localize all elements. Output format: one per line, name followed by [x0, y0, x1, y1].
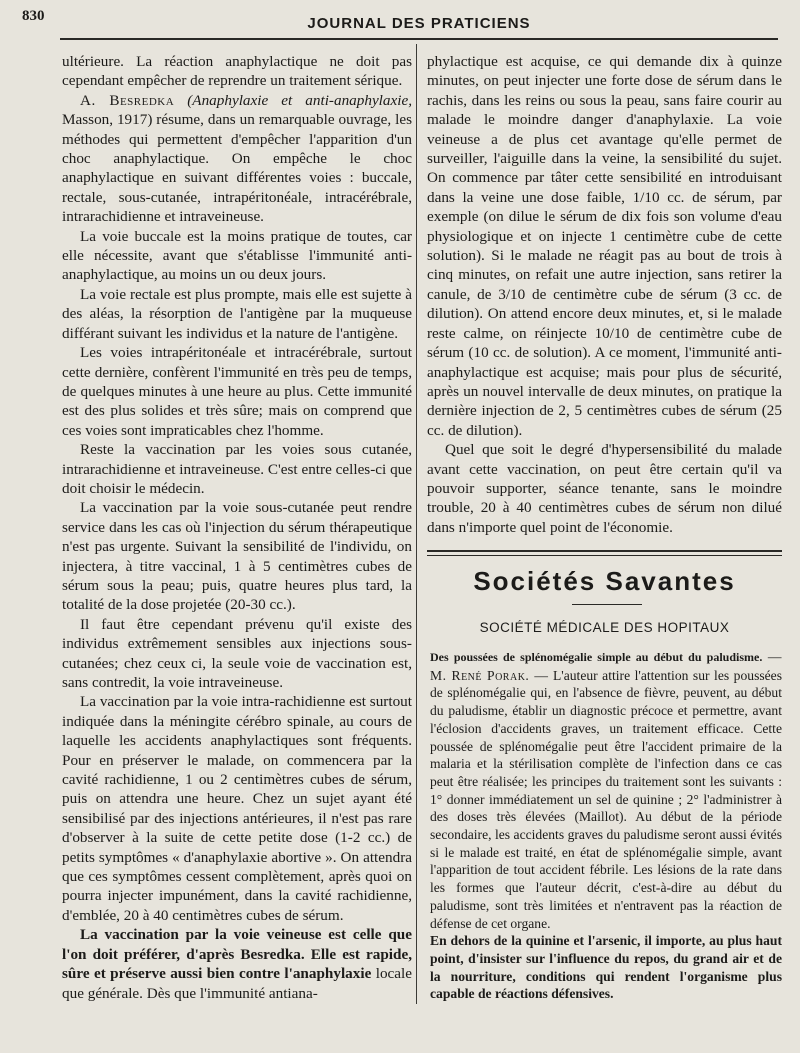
section-rule [427, 550, 782, 556]
paragraph: La vaccination par la voie intra-rachidienne est surtout indiquée dans la méningite cérébro spinale, au cours de laquelle les accidents anaphylactiques sont fréquents. Pour en préserver le malade, on commencera par la cavité rachidienne, 1 ou 2 centimètres cubes de sérum, puis on attendra une heure. Chez un sujet ayant été sensibilisé par des injections antérieures, il n'est pas rare d'observer à la suite de cette petite dose (1-2 cc.) de petits symptômes « d'anaphylaxie abortive ». On attendra que ces symptômes cessent complètement, après quoi on pourra injecter impunément, dans la cavité rachidienne, d'emblée, 20 à 40 centimètres cubes de sérum. [62, 693, 412, 924]
paragraph-besredka [62, 91, 412, 227]
paragraph-text: Masson, 1917) résume, dans un remarquable ouvrage, les méthodes qui permettent d'empêcher l'apparition d'un choc anaphylactique. On empêche le choc anaphylactique en suivant différentes voies : buccale, rectale, sous-cutanée, intrapéritonéale, intracérébrale, intrarachidienne et intraveineuse. [62, 111, 412, 226]
article-conclusion: En dehors de la quinine et l'arsenic, il importe, au plus haut point, d'insister sur l'influence du repos, du grand air et de la nourriture, conditions qui rendent l'organisme plus capable de réactions défensives. [430, 933, 782, 1002]
paragraph: phylactique est acquise, ce qui demande dix à quinze minutes, on peut injecter une forte dose de sérum dans le rachis, dans les reins ou sous la peau, sans faire courir au malade le moindre danger d'anaphylaxie. La voie veineuse a de plus cet avantage qu'elle permet de surveiller, l'aiguille dans la veine, la sensibilité du sujet. On commence par tâter cette sensibilité en introduisant dans la veine une dose faible, 1/10 cc. de sérum, par exemple (on dilue le sérum de dix fois son volume d'eau physiologique et on injecte 1 centimètre cube de cette solution). Si le malade ne réagit pas au bout de trois à cinq minutes, on refait une autre injection, sans retirer la canule, de 3/10 de centimètre cube de sérum (3 cc. de dilution). On attend encore deux minutes, et, si le malade reste calme, on réinjecte 10/10 de centimètre cube de sérum (10 cc. de solution). A ce moment, l'immunité anti-anaphylactique est acquise; mais pour plus de sécurité, après un nouvel intervalle de deux minutes, on pratique la dernière injection de 2, 5 centimètres cubes de sérum (25 cc. de dilution). [427, 53, 782, 439]
paragraph-text: locale que générale. Dès que l'immunité antiana- [62, 965, 412, 1002]
left-column [62, 52, 412, 1003]
article-author: — M. René Porak. — [430, 649, 782, 683]
article-paragraph [430, 648, 782, 932]
paragraph: La voie buccale est la moins pratique de toutes, car elle nécessite, avant que s'établisse l'immunité anti-anaphylactique, au moins un ou deux jours. [62, 227, 412, 284]
paragraph: La voie rectale est plus prompte, mais elle est sujette à des aléas, la résorption de l'antigène par la muqueuse différant suivant les individus et la nature de l'antigène. [62, 285, 412, 342]
paragraph: Il faut être cependant prévenu qu'il existe des individus extrêmement sensibles aux injections sous-cutanées; chez ceux ci, la seule voie de vaccination est, sans contredit, la voie intraveineuse. [62, 615, 412, 691]
section-title: Sociétés Savantes [473, 566, 736, 596]
author-name: A. Besredka [80, 91, 175, 109]
paragraph: Les voies intrapéritonéale et intracérébrale, surtout cette dernière, confèrent l'immunité en très peu de temps, de quelques minutes à une heure au plus. Cette immunité est des plus solides et très sûre; mais on comprend que ces voies sont impraticables chez l'homme. [62, 344, 412, 439]
running-title: JOURNAL DES PRATICIENS [307, 15, 531, 32]
article [430, 648, 782, 1003]
column-divider [416, 44, 417, 1004]
article-title: Des poussées de splénomégalie simple au début du paludisme. [430, 650, 763, 664]
right-column [427, 52, 782, 537]
bold-text: La vaccination par la voie veineuse est celle que l'on doit préférer, d'après Besredka. Elle est rapide, sûre et préserve aussi bien contre l'anaphylaxie [62, 926, 412, 983]
work-title: (Anaphylaxie et anti-anaphylaxie, [187, 91, 412, 109]
article-body: L'auteur attire l'attention sur les poussées de splénomégalie qui, en l'absence de fièvre, peuvent, au début du paludisme, établir un diagnostic précoce et permettre, avant l'éclosion d'accidents graves, un traitement efficace. Cette poussée de splénomégalie peut être l'accident primaire de la malaria et la stérilisation complète de l'infection dans ce cas peut être réalisée; les principes du traitement sont les suivants : 1° donner immédiatement un sel de quinine ; 2° l'administrer à des doses très élevées (Maillot). Au début de la période secondaire, les accidents graves du paludisme seront aussi évités si le malade est traité, en état de splénomégalie simple, avant l'apparition de tout accident fébrile. Les lésions de la rate dans les formes que l'auteur décrit, c'est-à-dire au début du paludisme, sont très limitées et n'entravent pas la réaction de défense de cet organe. [430, 667, 783, 931]
society-heading: SOCIÉTÉ MÉDICALE DES HOPITAUX [479, 620, 730, 635]
page-header [60, 8, 778, 40]
paragraph: La vaccination par la voie sous-cutanée peut rendre service dans les cas où l'injection du sérum thérapeutique n'est pas urgente. Suivant la sensibilité de l'individu, on injectera, à titre vaccinal, 1 à 5 centimètres cubes de sérum sous la peau; puis, quatre heures plus tard, la totalité de la dose projetée (20-30 cc.). [62, 499, 412, 614]
paragraph: ultérieure. La réaction anaphylactique ne doit pas cependant empêcher de reprendre un traitement sérique. [62, 53, 412, 90]
paragraph: Quel que soit le degré d'hypersensibilité du malade avant cette vaccination, on peut être certain qu'il va pouvoir supporter, séance tenante, sans le moindre trouble, 20 à 40 centimètres cubes de sérum non dilué dans n'importe quel point de l'économie. [427, 441, 782, 536]
paragraph: Reste la vaccination par les voies sous cutanée, intrarachidienne et intraveineuse. C'est entre celles-ci que doit choisir le médecin. [62, 441, 412, 497]
paragraph-conclusion [62, 925, 412, 1003]
page-number: 830 [22, 8, 45, 24]
title-underline [572, 604, 642, 605]
